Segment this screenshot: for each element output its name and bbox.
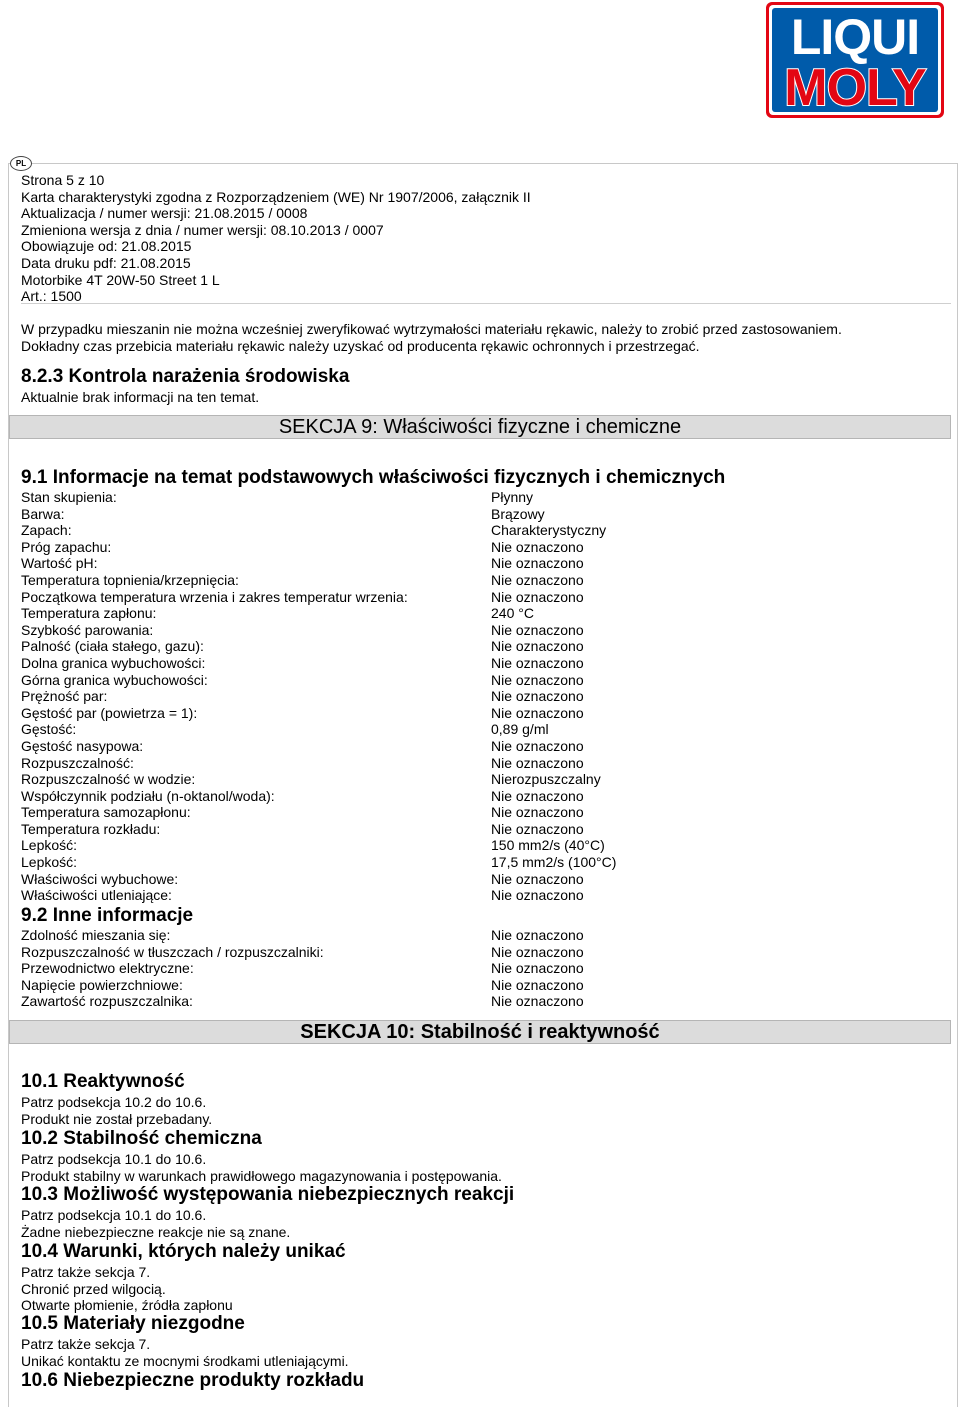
property-label: Gęstość nasypowa:	[21, 737, 144, 754]
subsection-text: Żadne niebezpieczne reakcje nie są znane.	[21, 1224, 291, 1240]
property-row	[21, 572, 921, 589]
property-row	[21, 788, 921, 805]
property-value: Płynny	[491, 489, 534, 505]
property-label: Stan skupienia:	[21, 489, 117, 505]
property-label: Temperatura topnienia/krzepnięcia:	[21, 571, 239, 588]
property-value: Nie oznaczono	[491, 927, 584, 943]
property-row	[21, 755, 921, 772]
property-value: Charakterystyczny	[491, 522, 607, 539]
property-value: Nie oznaczono	[491, 754, 584, 771]
subsection-text: Patrz także sekcja 7.	[21, 1264, 151, 1280]
subsection-text: Patrz podsekcja 10.1 do 10.6.	[21, 1207, 207, 1223]
property-value: Nie oznaczono	[491, 671, 584, 688]
subsection-text: Patrz także sekcja 7.	[21, 1336, 151, 1352]
subsection-title: 8.2.3 Kontrola narażenia środowiska	[21, 366, 350, 387]
property-value: Nie oznaczono	[491, 704, 584, 721]
property-value: Nie oznaczono	[491, 555, 584, 572]
section-10-header: SEKCJA 10: Stabilność i reaktywność	[9, 1020, 951, 1044]
property-value: Nie oznaczono	[491, 960, 584, 977]
property-label: Lepkość:	[21, 854, 78, 871]
subsection-text: Patrz podsekcja 10.1 do 10.6.	[21, 1151, 207, 1167]
property-label: Właściwości utleniające:	[21, 887, 172, 904]
document-header	[21, 172, 531, 305]
property-label: Temperatura zapłonu:	[21, 605, 157, 622]
header-line: Aktualizacja / numer wersji: 21.08.2015 / 0008	[21, 205, 308, 222]
other-properties-table	[21, 927, 921, 1010]
subsection-text: Aktualnie brak informacji na ten temat.	[21, 389, 260, 405]
header-line: Data druku pdf: 21.08.2015	[21, 254, 191, 271]
property-value: Nie oznaczono	[491, 737, 584, 754]
header-line: Zmieniona wersja z dnia / numer wersji: 08.10.2013 / 0007	[21, 221, 384, 238]
property-value: Nie oznaczono	[491, 804, 584, 821]
subsection-title: 10.2 Stabilność chemiczna	[21, 1128, 262, 1149]
header-line: Strona 5 z 10	[21, 172, 105, 188]
property-label: Napięcie powierzchniowe:	[21, 976, 183, 993]
property-value: Nie oznaczono	[491, 887, 584, 904]
subsection-text: Produkt nie został przebadany.	[21, 1111, 213, 1127]
property-label: Rozpuszczalność w tłuszczach / rozpuszczalniki:	[21, 943, 324, 960]
property-label: Lepkość:	[21, 837, 78, 854]
property-label: Wartość pH:	[21, 555, 98, 572]
property-label: Zawartość rozpuszczalnika:	[21, 993, 193, 1010]
property-value: Nie oznaczono	[491, 976, 584, 993]
header-line: Motorbike 4T 20W-50 Street 1 L	[21, 271, 220, 288]
subsection-text: Produkt stabilny w warunkach prawidłowego magazynowania i postępowania.	[21, 1168, 502, 1184]
header-line: Obowiązuje od: 21.08.2015	[21, 238, 192, 255]
property-row	[21, 887, 921, 904]
property-label: Temperatura samozapłonu:	[21, 804, 191, 821]
property-label: Rozpuszczalność w wodzie:	[21, 771, 196, 788]
intro-paragraph: Dokładny czas przebicia materiału rękawic należy uzyskać od producenta rękawic ochronnych i przestrzegać.	[21, 338, 700, 354]
subsection-title: 10.3 Możliwość występowania niebezpiecznych reakcji	[21, 1184, 515, 1205]
property-row	[21, 977, 921, 994]
property-label: Rozpuszczalność:	[21, 754, 134, 771]
property-value: Nie oznaczono	[491, 688, 584, 705]
property-label: Początkowa temperatura wrzenia i zakres temperatur wrzenia:	[21, 588, 408, 605]
property-label: Gęstość:	[21, 721, 77, 738]
subsection-text: Patrz podsekcja 10.2 do 10.6.	[21, 1094, 207, 1110]
property-value: Nie oznaczono	[491, 654, 584, 671]
property-value: Nie oznaczono	[491, 820, 584, 837]
subsection-title: 10.4 Warunki, których należy unikać	[21, 1241, 346, 1262]
subsection-title: 10.6 Niebezpieczne produkty rozkładu	[21, 1370, 365, 1391]
property-row	[21, 944, 921, 961]
property-row	[21, 821, 921, 838]
section-9-header: SEKCJA 9: Właściwości fizyczne i chemiczne	[9, 415, 951, 439]
property-label: Przewodnictwo elektryczne:	[21, 960, 194, 977]
property-label: Zapach:	[21, 522, 72, 539]
property-value: 240 °C	[491, 605, 534, 622]
property-label: Próg zapachu:	[21, 538, 112, 555]
liqui-moly-logo	[766, 2, 944, 118]
subsection-text: Unikać kontaktu ze mocnymi środkami utleniającymi.	[21, 1353, 349, 1369]
property-row	[21, 489, 921, 506]
logo-line2: MOLY	[784, 59, 926, 117]
property-label: Zdolność mieszania się:	[21, 927, 171, 943]
subsection-title: 10.5 Materiały niezgodne	[21, 1313, 245, 1334]
property-row	[21, 993, 921, 1010]
subsection-title: 10.1 Reaktywność	[21, 1071, 185, 1092]
property-row	[21, 655, 921, 672]
property-value: 0,89 g/ml	[491, 721, 549, 738]
property-row	[21, 960, 921, 977]
property-row	[21, 522, 921, 539]
property-label: Palność (ciała stałego, gazu):	[21, 638, 204, 655]
property-value: Nie oznaczono	[491, 571, 584, 588]
property-value: Nie oznaczono	[491, 588, 584, 605]
property-row	[21, 854, 921, 871]
property-label: Górna granica wybuchowości:	[21, 671, 208, 688]
property-row	[21, 721, 921, 738]
property-row	[21, 555, 921, 572]
subsection-title: 9.1 Informacje na temat podstawowych właściwości fizycznych i chemicznych	[21, 467, 726, 488]
property-row	[21, 622, 921, 639]
property-row	[21, 738, 921, 755]
subsection-text: Otwarte płomienie, źródła zapłonu	[21, 1297, 233, 1313]
header-line: Karta charakterystyki zgodna z Rozporządzeniem (WE) Nr 1907/2006, załącznik II	[21, 188, 531, 205]
property-row	[21, 804, 921, 821]
intro-paragraph: W przypadku mieszanin nie można wcześniej zweryfikować wytrzymałości materiału rękawic, należy to zrobić przed zastosowaniem.	[21, 321, 842, 337]
properties-table	[21, 489, 921, 904]
property-row	[21, 837, 921, 854]
property-value: Nie oznaczono	[491, 993, 584, 1010]
subsection-text: Chronić przed wilgocią.	[21, 1281, 166, 1297]
property-row	[21, 605, 921, 622]
property-label: Dolna granica wybuchowości:	[21, 654, 206, 671]
property-label: Współczynnik podziału (n-oktanol/woda):	[21, 787, 275, 804]
property-value: Nie oznaczono	[491, 943, 584, 960]
property-value: Nie oznaczono	[491, 621, 584, 638]
property-value: Nie oznaczono	[491, 870, 584, 887]
property-row	[21, 871, 921, 888]
property-row	[21, 705, 921, 722]
property-row	[21, 688, 921, 705]
language-badge: PL	[10, 156, 32, 171]
property-label: Gęstość par (powietrza = 1):	[21, 704, 198, 721]
property-row	[21, 672, 921, 689]
property-row	[21, 638, 921, 655]
property-row	[21, 506, 921, 523]
subsection-title: 9.2 Inne informacje	[21, 905, 194, 926]
property-row	[21, 539, 921, 556]
property-label: Temperatura rozkładu:	[21, 820, 161, 837]
property-value: 150 mm2/s (40°C)	[491, 837, 605, 854]
property-value: Nierozpuszczalny	[491, 771, 601, 788]
property-label: Właściwości wybuchowe:	[21, 870, 179, 887]
property-label: Prężność par:	[21, 688, 108, 705]
header-line: Art.: 1500	[21, 288, 82, 305]
property-value: Nie oznaczono	[491, 538, 584, 555]
property-row	[21, 927, 921, 944]
property-label: Szybkość parowania:	[21, 621, 154, 638]
property-label: Barwa:	[21, 505, 65, 522]
header-divider	[21, 303, 951, 304]
property-value: Nie oznaczono	[491, 787, 584, 804]
property-row	[21, 589, 921, 606]
property-value: Nie oznaczono	[491, 638, 584, 655]
property-row	[21, 771, 921, 788]
logo-line1: LIQUI	[790, 9, 920, 65]
property-value: 17,5 mm2/s (100°C)	[491, 854, 617, 871]
property-value: Brązowy	[491, 505, 545, 522]
